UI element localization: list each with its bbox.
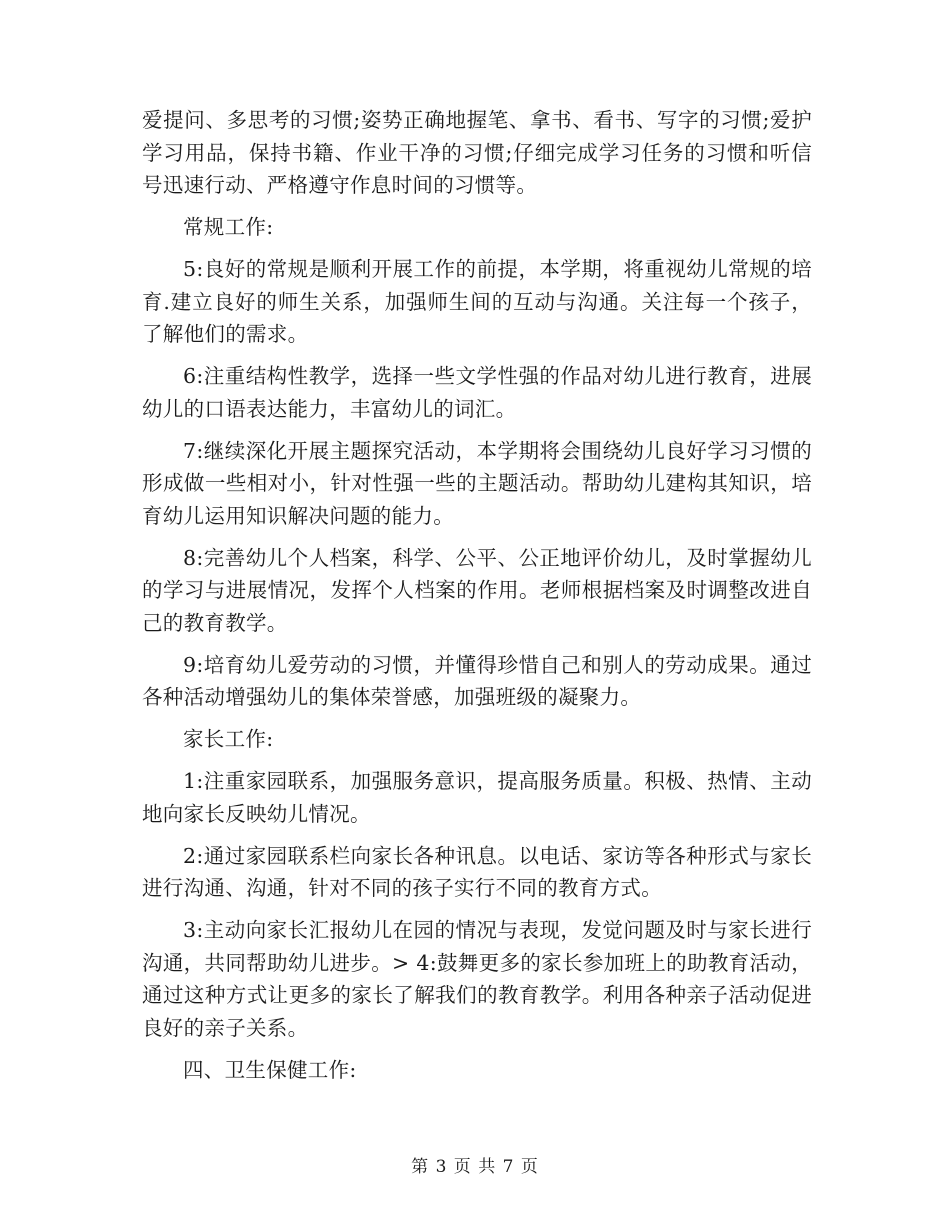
paragraph-parent-1: 1:注重家园联系，加强服务意识，提高服务质量。积极、热情、主动地向家长反映幼儿情况。 bbox=[142, 769, 812, 826]
footer-page-number: 3 bbox=[435, 1157, 448, 1177]
footer-suffix: 页 bbox=[520, 1157, 539, 1177]
footer-middle: 页 共 bbox=[453, 1157, 497, 1177]
heading-routine-work: 常规工作: bbox=[183, 215, 274, 239]
paragraph-item-6: 6:注重结构性教学，选择一些文学性强的作品对幼儿进行教育，进展幼儿的口语表达能力，丰富幼儿的词汇。 bbox=[142, 364, 812, 421]
paragraph-item-9: 9:培育幼儿爱劳动的习惯，并懂得珍惜自己和别人的劳动成果。通过各种活动增强幼儿的集体荣誉感，加强班级的凝聚力。 bbox=[142, 652, 812, 709]
footer-total-pages: 7 bbox=[502, 1157, 515, 1177]
heading-health-work: 四、卫生保健工作: bbox=[183, 1057, 357, 1082]
paragraph-parent-3: 3:主动向家长汇报幼儿在园的情况与表现，发觉问题及时与家长进行沟通，共同帮助幼儿进步。> 4:鼓舞更多的家长参加班上的助教育活动，通过这种方式让更多的家长了解我们的教育教学。利用各种亲子活动促进良好的亲子关系。 bbox=[142, 918, 812, 1040]
footer-prefix: 第 bbox=[411, 1157, 430, 1177]
paragraph-item-7: 7:继续深化开展主题探究活动，本学期将会围绕幼儿良好学习习惯的形成做一些相对小，针对性强一些的主题活动。帮助幼儿建构其知识，培育幼儿运用知识解决问题的能力。 bbox=[142, 438, 812, 528]
paragraph-item-5: 5:良好的常规是顺利开展工作的前提，本学期，将重视幼儿常规的培育.建立良好的师生关系，加强师生间的互动与沟通。关注每一个孩子，了解他们的需求。 bbox=[142, 257, 812, 346]
page-footer bbox=[0, 1152, 950, 1177]
paragraph-item-8: 8:完善幼儿个人档案，科学、公平、公正地评价幼儿，及时掌握幼儿的学习与进展情况，发挥个人档案的作用。老师根据档案及时调整改进自己的教育教学。 bbox=[142, 545, 812, 635]
paragraph-parent-2: 2:通过家园联系栏向家长各种讯息。以电话、家访等各种形式与家长进行沟通、沟通，针对不同的孩子实行不同的教育方式。 bbox=[142, 843, 812, 900]
paragraph-habits: 爱提问、多思考的习惯;姿势正确地握笔、拿书、看书、写字的习惯;爱护学习用品，保持书籍、作业干净的习惯;仔细完成学习任务的习惯和听信号迅速行动、严格遵守作息时间的习惯等。 bbox=[142, 108, 812, 197]
heading-parent-work: 家长工作: bbox=[183, 727, 274, 751]
document-body bbox=[142, 104, 812, 1096]
